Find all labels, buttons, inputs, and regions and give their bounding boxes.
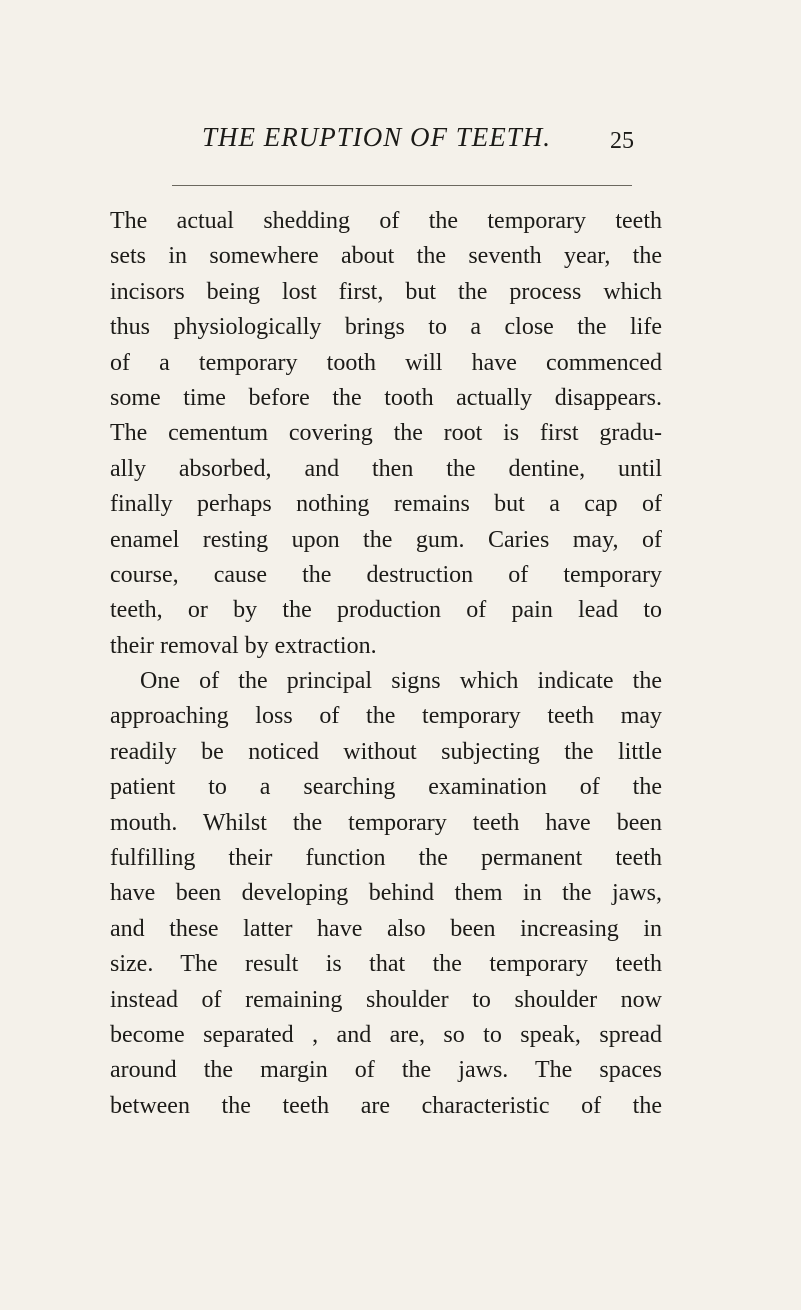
text-line: mouth. Whilst the temporary teeth have been	[110, 809, 662, 836]
paragraph-1	[110, 204, 662, 664]
text-line: ally absorbed, and then the dentine, until	[110, 455, 662, 482]
text-line: teeth, or by the production of pain lead to	[110, 597, 662, 624]
text-line: of a temporary tooth will have commenced	[110, 349, 662, 376]
text-line: approaching loss of the temporary teeth may	[110, 703, 662, 730]
text-line: fulfilling their function the permanent teeth	[110, 845, 662, 872]
text-line: and these latter have also been increasing in	[110, 915, 662, 942]
text-line: patient to a searching examination of the	[110, 774, 662, 801]
text-line: some time before the tooth actually disappears.	[110, 384, 662, 411]
text-line: The cementum covering the root is first gradu-	[110, 420, 662, 447]
text-line: size. The result is that the temporary teeth	[110, 951, 662, 978]
text-line: incisors being lost first, but the process which	[110, 278, 662, 305]
text-line: readily be noticed without subjecting the little	[110, 738, 662, 765]
page-header	[168, 120, 638, 160]
text-line: finally perhaps nothing remains but a cap of	[110, 491, 662, 518]
page-number: 25	[610, 128, 634, 154]
text-line: around the margin of the jaws. The spaces	[110, 1057, 662, 1084]
body-text	[110, 204, 662, 1124]
running-title: THE ERUPTION OF TEETH.	[202, 122, 552, 152]
text-line: instead of remaining shoulder to shoulder now	[110, 986, 662, 1013]
text-line: sets in somewhere about the seventh year, the	[110, 243, 662, 270]
header-rule	[172, 185, 632, 186]
text-line: have been developing behind them in the jaws,	[110, 880, 662, 907]
text-line: their removal by extraction.	[110, 632, 377, 659]
text-line: between the teeth are characteristic of the	[110, 1092, 662, 1119]
text-line: The actual shedding of the temporary teeth	[110, 208, 662, 234]
text-line: One of the principal signs which indicate the	[140, 668, 662, 695]
text-line: become separated , and are, so to speak, spread	[110, 1021, 662, 1048]
text-line: thus physiologically brings to a close the life	[110, 314, 662, 341]
paragraph-2	[110, 664, 662, 1124]
text-line: enamel resting upon the gum. Caries may, of	[110, 526, 662, 553]
text-line: course, cause the destruction of temporary	[110, 561, 662, 588]
